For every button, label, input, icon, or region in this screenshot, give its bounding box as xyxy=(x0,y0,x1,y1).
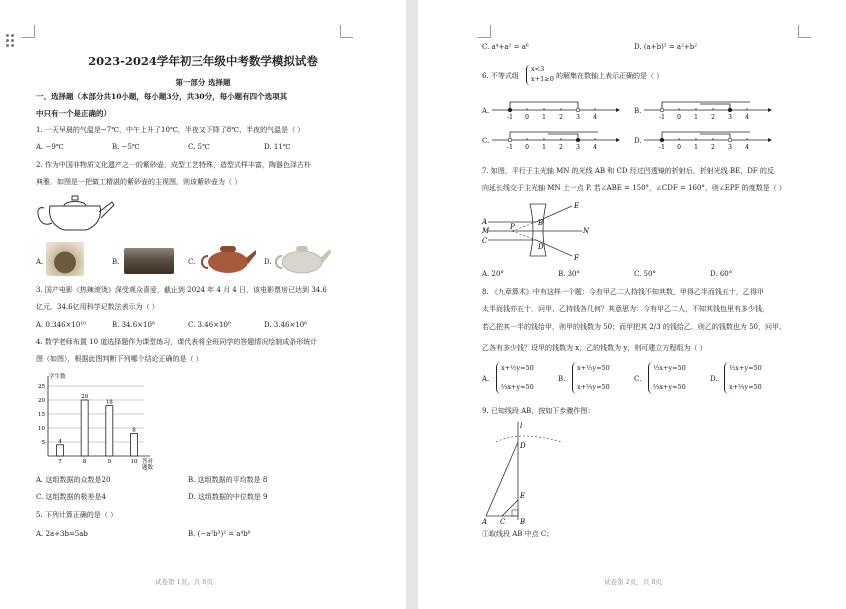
concave-lens-figure xyxy=(482,198,592,262)
q3-option-b: B. 34.6×10⁸ xyxy=(112,321,155,329)
teapot-front-view-figure xyxy=(34,192,116,238)
chart-y-tick-label: 5 xyxy=(41,440,45,446)
q5-option-a: A. 2a+3b=5ab xyxy=(36,530,88,538)
number-line-label: 0 xyxy=(525,144,529,151)
exam-page-2 xyxy=(418,0,846,609)
q8-option-d: D. xyxy=(710,375,718,383)
q7-option-a: A. 20° xyxy=(482,270,504,278)
q1-option-b: B. −5℃ xyxy=(112,143,140,151)
question-6-suffix: 的解集在数轴上表示正确的是（ ） xyxy=(556,72,664,80)
q7-option-d: D. 60° xyxy=(710,270,733,278)
q4-option-d: D. 这组数据的中位数是 9 xyxy=(188,493,268,501)
number-line-label: -1 xyxy=(507,144,513,151)
number-line-label: 2 xyxy=(559,144,563,151)
chart-y-axis-label: 学生数 xyxy=(49,374,66,380)
endpoint-right xyxy=(576,138,580,142)
q3-option-d: D. 3.46×10⁸ xyxy=(264,321,307,329)
fig7-label-a: A xyxy=(482,218,488,226)
q8-option-b: B. xyxy=(558,375,566,383)
q6-number-line-d xyxy=(644,126,774,152)
q6-option-c: C. xyxy=(482,137,490,145)
q6-ineq-1: x<3 xyxy=(531,65,545,73)
solution-ray-left xyxy=(510,132,598,140)
q4-option-a: A. 这组数据的众数是20 xyxy=(36,476,111,484)
number-line-label: 0 xyxy=(677,144,681,151)
q8-option-c: C. xyxy=(634,375,642,383)
q5-option-d: D. (a+b)² = a²+b² xyxy=(634,43,698,51)
chart-y-tick-label: 25 xyxy=(38,384,45,390)
fig7-label-d: D xyxy=(538,243,544,251)
number-line-label: 3 xyxy=(728,114,732,121)
question-8-line3: 若乙把其一半的钱给甲，则甲的钱数为 50；而甲把其 2/3 的钱给乙，则乙的钱数也为 50，问甲、 xyxy=(482,323,786,331)
q5-option-c: C. a⁴+a² = a⁶ xyxy=(482,43,529,51)
chart-data-label: 20 xyxy=(81,394,89,400)
q8b-eq1: x+½y=50 xyxy=(577,364,610,372)
number-line-label: 0 xyxy=(677,114,681,121)
chart-x-tick-label: 8 xyxy=(82,459,87,465)
fig9-label-b: B xyxy=(520,518,526,526)
question-8-line2: 太半而钱亦五十．问甲、乙持钱各几何？其意思为：今有甲乙二人，不知其钱包里有多少钱， xyxy=(482,305,769,313)
chart-x-tick-label: 10 xyxy=(130,459,138,465)
q2-option-d: D. xyxy=(264,258,272,266)
fig9-label-e: E xyxy=(520,492,526,500)
solution-ray-right xyxy=(700,134,730,140)
fig7-label-b: B xyxy=(538,219,544,227)
fig7-label-n: N xyxy=(583,227,590,235)
q6-option-d: D. xyxy=(634,137,642,145)
number-line-label: 1 xyxy=(694,144,698,151)
question-2-line2: 典雅．如图是一把做工精湛的紫砂壶的主视图，则该紫砂壶为（ ） xyxy=(36,178,242,186)
q6-number-line-c xyxy=(492,126,622,152)
q4-option-b: B. 这组数据的平均数是 8 xyxy=(188,476,268,484)
q8d-eq2: x+⅔y=50 xyxy=(729,383,762,391)
number-line-label: 1 xyxy=(694,114,698,121)
question-8-line1: 8. 《九章算术》中有这样一个题：今有甲乙二人持钱不知其数，甲得乙半而钱五十，乙得甲 xyxy=(482,288,764,296)
q8a-eq1: x+½y=50 xyxy=(501,364,534,372)
crop-mark-top-left xyxy=(478,25,491,38)
q8d-eq1: ½x+y=50 xyxy=(729,364,762,372)
page-2-footer: 试卷第 2页，共 8页 xyxy=(604,578,662,586)
question-8-line4: 乙各有多少钱？设甲的钱数为 x，乙的钱数为 y，则可建立方程组为（ ） xyxy=(482,344,707,352)
crop-mark-top-right xyxy=(798,25,811,38)
fig7-label-p: P xyxy=(510,223,515,231)
q1-option-c: C. 5℃ xyxy=(188,143,210,151)
question-7-line1: 7. 如图，平行于主光轴 MN 的光线 AB 和 CD 经过凹透镜的折射后，折射光线 BE，DF 的反 xyxy=(482,167,774,175)
number-line-arrow xyxy=(616,138,620,142)
number-line-label: -1 xyxy=(507,114,513,121)
solution-ray-left xyxy=(662,132,750,140)
part-heading: 第一部分 选择题 xyxy=(175,78,231,87)
number-line-label: 2 xyxy=(711,144,715,151)
solution-ray-left xyxy=(662,102,750,110)
q6-number-line-a xyxy=(492,96,622,122)
chart-data-label: 8 xyxy=(132,427,136,434)
q7-option-b: B. 30° xyxy=(558,270,581,278)
q2-option-c: C. xyxy=(188,258,196,266)
q8-option-a: A. xyxy=(482,375,490,383)
number-line-label: 4 xyxy=(745,144,749,151)
number-line-arrow xyxy=(768,108,772,112)
chart-bar-9 xyxy=(106,406,113,456)
question-4-line1: 4. 数学老师布置 10 道选择题作为课堂练习，课代表将全班同学的答题情况绘制成条形统计 xyxy=(36,338,318,346)
number-line-label: 3 xyxy=(576,144,580,151)
q6-option-a: A. xyxy=(482,107,490,115)
solution-ray-right xyxy=(700,104,730,110)
question-3-line1: 3. 国产电影《热辣滚烫》深受观众喜爱，截止到 2024 年 4 月 4 日，该电影票房已达到 34.6 xyxy=(36,286,327,294)
exam-title: 2023-2024学年初三年级中考数学模拟试卷 xyxy=(88,54,318,68)
teapot-photo-d xyxy=(274,240,332,274)
question-1: 1. 一天早晨的气温是−7℃，中午上升了10℃，半夜又下降了8℃，半夜的气温是（ ） xyxy=(36,126,305,134)
chart-y-tick-label: 10 xyxy=(38,426,45,432)
q6-option-b: B. xyxy=(634,107,642,115)
exam-page-1 xyxy=(0,0,406,609)
q8c-eq2: ⅔x+y=50 xyxy=(653,383,686,391)
number-line-label: 4 xyxy=(593,144,597,151)
chart-x-axis-label: 答对题数 xyxy=(142,459,154,471)
chart-data-label: 4 xyxy=(58,438,62,445)
number-line-label: 4 xyxy=(745,114,749,121)
crop-mark-top-left xyxy=(22,25,35,38)
q1-option-d: D. 11℃ xyxy=(264,143,291,151)
number-line-label: 4 xyxy=(593,114,597,121)
q7-option-c: C. 50° xyxy=(634,270,656,278)
endpoint-left xyxy=(660,138,664,142)
drag-handle-icon[interactable] xyxy=(6,34,16,48)
endpoint-left xyxy=(508,138,512,142)
section-heading-line1: 一、选择题（本部分共10小题，每小题3分，共30分，每小题有四个选项其 xyxy=(36,92,288,101)
number-line-label: 1 xyxy=(542,144,546,151)
fig9-label-d: D xyxy=(520,442,526,450)
teapot-photo-c xyxy=(198,240,258,274)
q2-option-a: A. xyxy=(36,258,44,266)
number-line-label: -1 xyxy=(659,114,665,121)
number-line-arrow xyxy=(616,108,620,112)
question-7-line2: 向延长线交于主光轴 MN 上一点 P. 若∠ABE = 150°，∠CDF = 160°，则∠EPF 的度数是（ ） xyxy=(482,184,786,192)
chart-bar-8 xyxy=(81,400,88,456)
chart-y-tick-label: 20 xyxy=(38,398,45,404)
endpoint-left xyxy=(660,108,664,112)
number-line-label: 2 xyxy=(711,114,715,121)
teapot-photo-a xyxy=(46,242,84,276)
q1-option-a: A. −9℃ xyxy=(36,143,64,151)
question-9: 9. 已知线段 AB，按如下步骤作图： xyxy=(482,407,595,415)
q2-option-b: B. xyxy=(112,258,120,266)
question-6-prefix: 6. 不等式组 xyxy=(482,72,519,80)
endpoint-right xyxy=(728,108,732,112)
number-line-label: 3 xyxy=(728,144,732,151)
fig9-label-l: l xyxy=(520,422,523,430)
number-line-arrow xyxy=(768,138,772,142)
chart-data-label: 18 xyxy=(105,399,113,406)
question-3-line2: 亿元，34.6亿用科学记数法表示为（ ） xyxy=(36,303,159,311)
q6-number-line-b xyxy=(644,96,774,122)
chart-x-tick-label: 7 xyxy=(58,459,62,465)
q9-step-1: ①取线段 AB 中点 C； xyxy=(482,530,554,538)
q3-option-a: A. 0.346×10¹⁰ xyxy=(36,321,86,329)
question-4-line2: 图（如图），根据此图判断下列哪个结论正确的是（ ） xyxy=(36,355,203,363)
q9-construction-figure xyxy=(482,418,574,524)
q5-option-b: B. (−a²b³)² = a⁴b⁶ xyxy=(188,530,251,538)
page-1-footer: 试卷第 1页，共 8页 xyxy=(155,578,213,586)
question-5: 5. 下列计算正确的是（ ） xyxy=(36,511,118,519)
fig7-label-m: M xyxy=(482,227,490,235)
chart-y-tick-label: 15 xyxy=(38,412,45,418)
fig7-label-f: F xyxy=(574,254,579,262)
fig7-label-e: E xyxy=(574,202,580,210)
crop-mark-top-right xyxy=(340,25,353,38)
solution-ray-right xyxy=(548,134,578,140)
fig9-label-c: C xyxy=(500,518,506,526)
fig9-label-a: A xyxy=(482,518,488,526)
number-line-label: 1 xyxy=(542,114,546,121)
number-line-label: 2 xyxy=(559,114,563,121)
section-heading-line2: 中只有一个是正确的） xyxy=(36,109,111,118)
q8b-eq2: x+⅔y=50 xyxy=(577,383,610,391)
bar-chart xyxy=(34,368,164,470)
endpoint-left xyxy=(508,108,512,112)
chart-bar-7 xyxy=(57,445,64,456)
endpoint-right xyxy=(728,138,732,142)
q8c-eq1: ½x+y=50 xyxy=(653,364,686,372)
q4-option-c: C. 这组数据的极差是4 xyxy=(36,493,107,501)
endpoint-right xyxy=(576,108,580,112)
q8a-eq2: ⅔x+y=50 xyxy=(501,383,534,391)
teapot-photo-b xyxy=(124,248,174,274)
question-2-line1: 2. 作为中国非物质文化遗产之一的紫砂壶，成型工艺特殊，造型式样丰富，陶器色泽古朴 xyxy=(36,161,311,169)
number-line-label: 3 xyxy=(576,114,580,121)
chart-x-tick-label: 9 xyxy=(107,459,112,465)
q6-ineq-2: x+1≥0 xyxy=(531,75,554,83)
number-line-label: 0 xyxy=(525,114,529,121)
fig7-label-c: C xyxy=(482,237,488,245)
q3-option-c: C. 3.46×10⁹ xyxy=(188,321,231,329)
chart-bar-10 xyxy=(130,434,137,456)
number-line-label: -1 xyxy=(659,144,665,151)
